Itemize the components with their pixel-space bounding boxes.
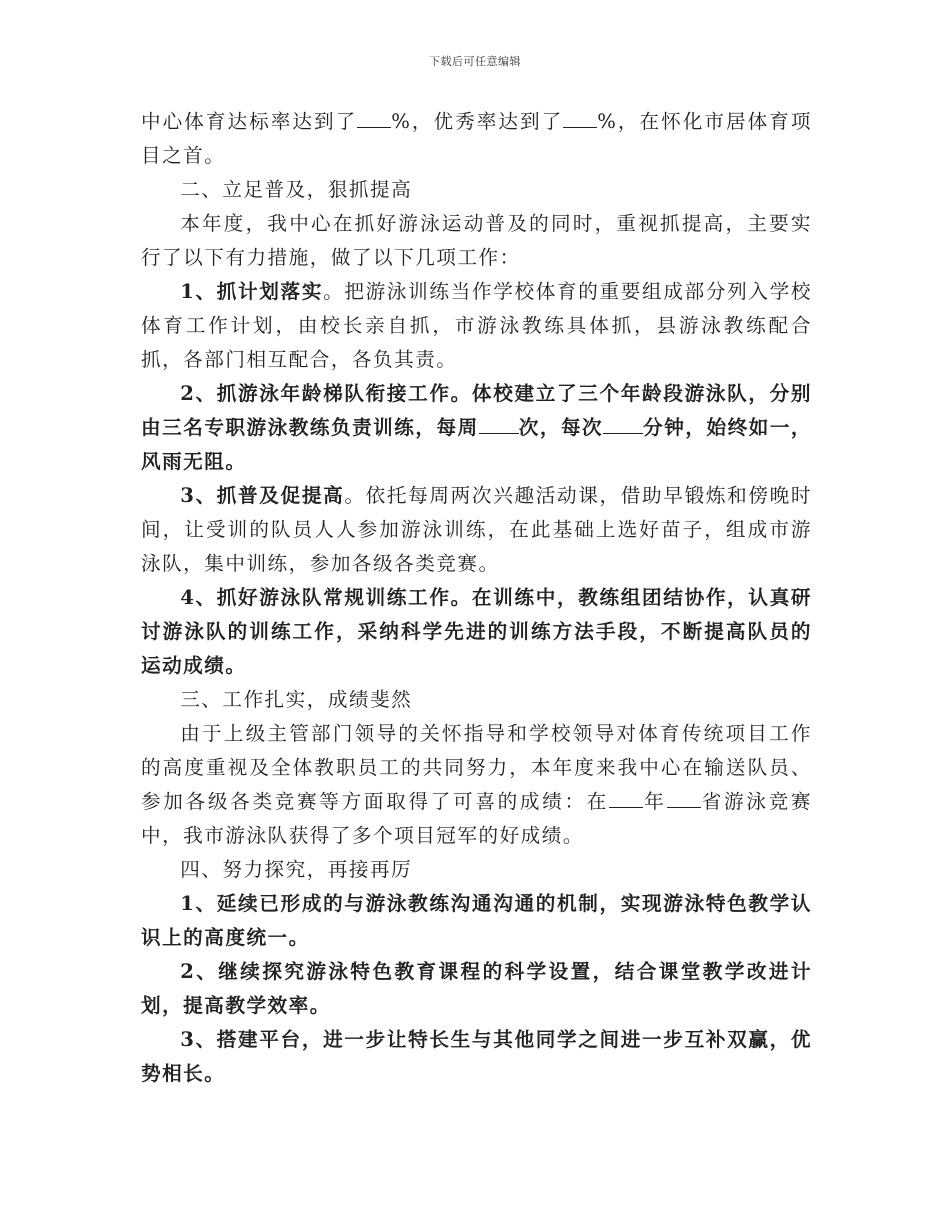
item-title: 1、抓计划落实 <box>180 280 324 303</box>
list-item-plan-2: 2、继续探究游泳特色教育课程的科学设置，结合课堂教学改进计划，提高教学效率。 <box>141 960 812 1017</box>
list-item-plan-1: 1、延续已形成的与游泳教练沟通沟通的机制，实现游泳特色教学认识上的高度统一。 <box>141 892 812 949</box>
text-segment: 中心体育达标率达到了 <box>141 110 358 133</box>
blank-field <box>357 109 391 128</box>
item-title: 3、抓普及促提高 <box>180 484 345 507</box>
page-header: 下载后可任意编辑 <box>429 55 521 68</box>
text-segment: 由于上级主管部门领导的关怀指导和学校领导对体育传统项目工作的高度重视及全体教职员工的共同努力，本年度来我中心在输送队员、参加各级各类竞赛等方面取得了可喜的成绩：在 <box>141 722 812 813</box>
paragraph-achievement-rates <box>141 105 812 173</box>
text-segment: 分钟，始终如一，风雨无阻。 <box>141 416 813 473</box>
blank-field <box>609 789 643 808</box>
paragraph-results <box>141 717 812 853</box>
list-item-popularize <box>141 479 812 581</box>
text-segment: %，在怀化市居体育项目之首。 <box>141 110 812 167</box>
blank-field <box>479 415 519 434</box>
item-body: 。依托每周两次兴趣活动课，借助早锻炼和傍晚时间，让受训的队员人人参加游泳训练，在此基础上选好苗子，组成市游泳队，集中训练，参加各级各类竞赛。 <box>141 484 812 575</box>
list-item-plan-3: 3、搭建平台，进一步让特长生与其他同学之间进一步互补双赢，优势相长。 <box>141 1028 812 1085</box>
list-item-plan <box>141 275 812 377</box>
section-heading-4: 四、努力探究，再接再厉 <box>180 858 413 881</box>
section-heading-3: 三、工作扎实，成绩斐然 <box>180 688 413 711</box>
text-segment: 省游泳竞赛中，我市游泳队获得了多个项目冠军的好成绩。 <box>141 790 813 847</box>
list-item-age-tiers <box>141 377 812 479</box>
text-segment: 2、抓游泳年龄梯队衔接工作。体校建立了三个年龄段游泳队，分别由三名专职游泳教练负责训练，每周 <box>141 382 812 439</box>
text-segment: %，优秀率达到了 <box>391 110 564 133</box>
item-body: 。把游泳训练当作学校体育的重要组成部分列入学校体育工作计划，由校长亲自抓，市游泳教练具体抓，县游泳教练配合抓，各部门相互配合，各负其责。 <box>141 280 813 371</box>
list-item-routine-training: 4、抓好游泳队常规训练工作。在训练中，教练组团结协作，认真研讨游泳队的训练工作，采纳科学先进的训练方法手段，不断提高队员的运动成绩。 <box>141 586 812 677</box>
text-segment: 次，每次 <box>518 416 604 439</box>
blank-field <box>563 109 597 128</box>
text-segment: 年 <box>643 790 667 813</box>
document-body <box>141 105 812 1091</box>
section-heading-2: 二、立足普及，狠抓提高 <box>180 178 413 201</box>
blank-field <box>667 789 701 808</box>
blank-field <box>603 415 643 434</box>
paragraph-intro-measures: 本年度，我中心在抓好游泳运动普及的同时，重视抓提高，主要实行了以下有力措施，做了以下几项工作： <box>141 212 812 269</box>
